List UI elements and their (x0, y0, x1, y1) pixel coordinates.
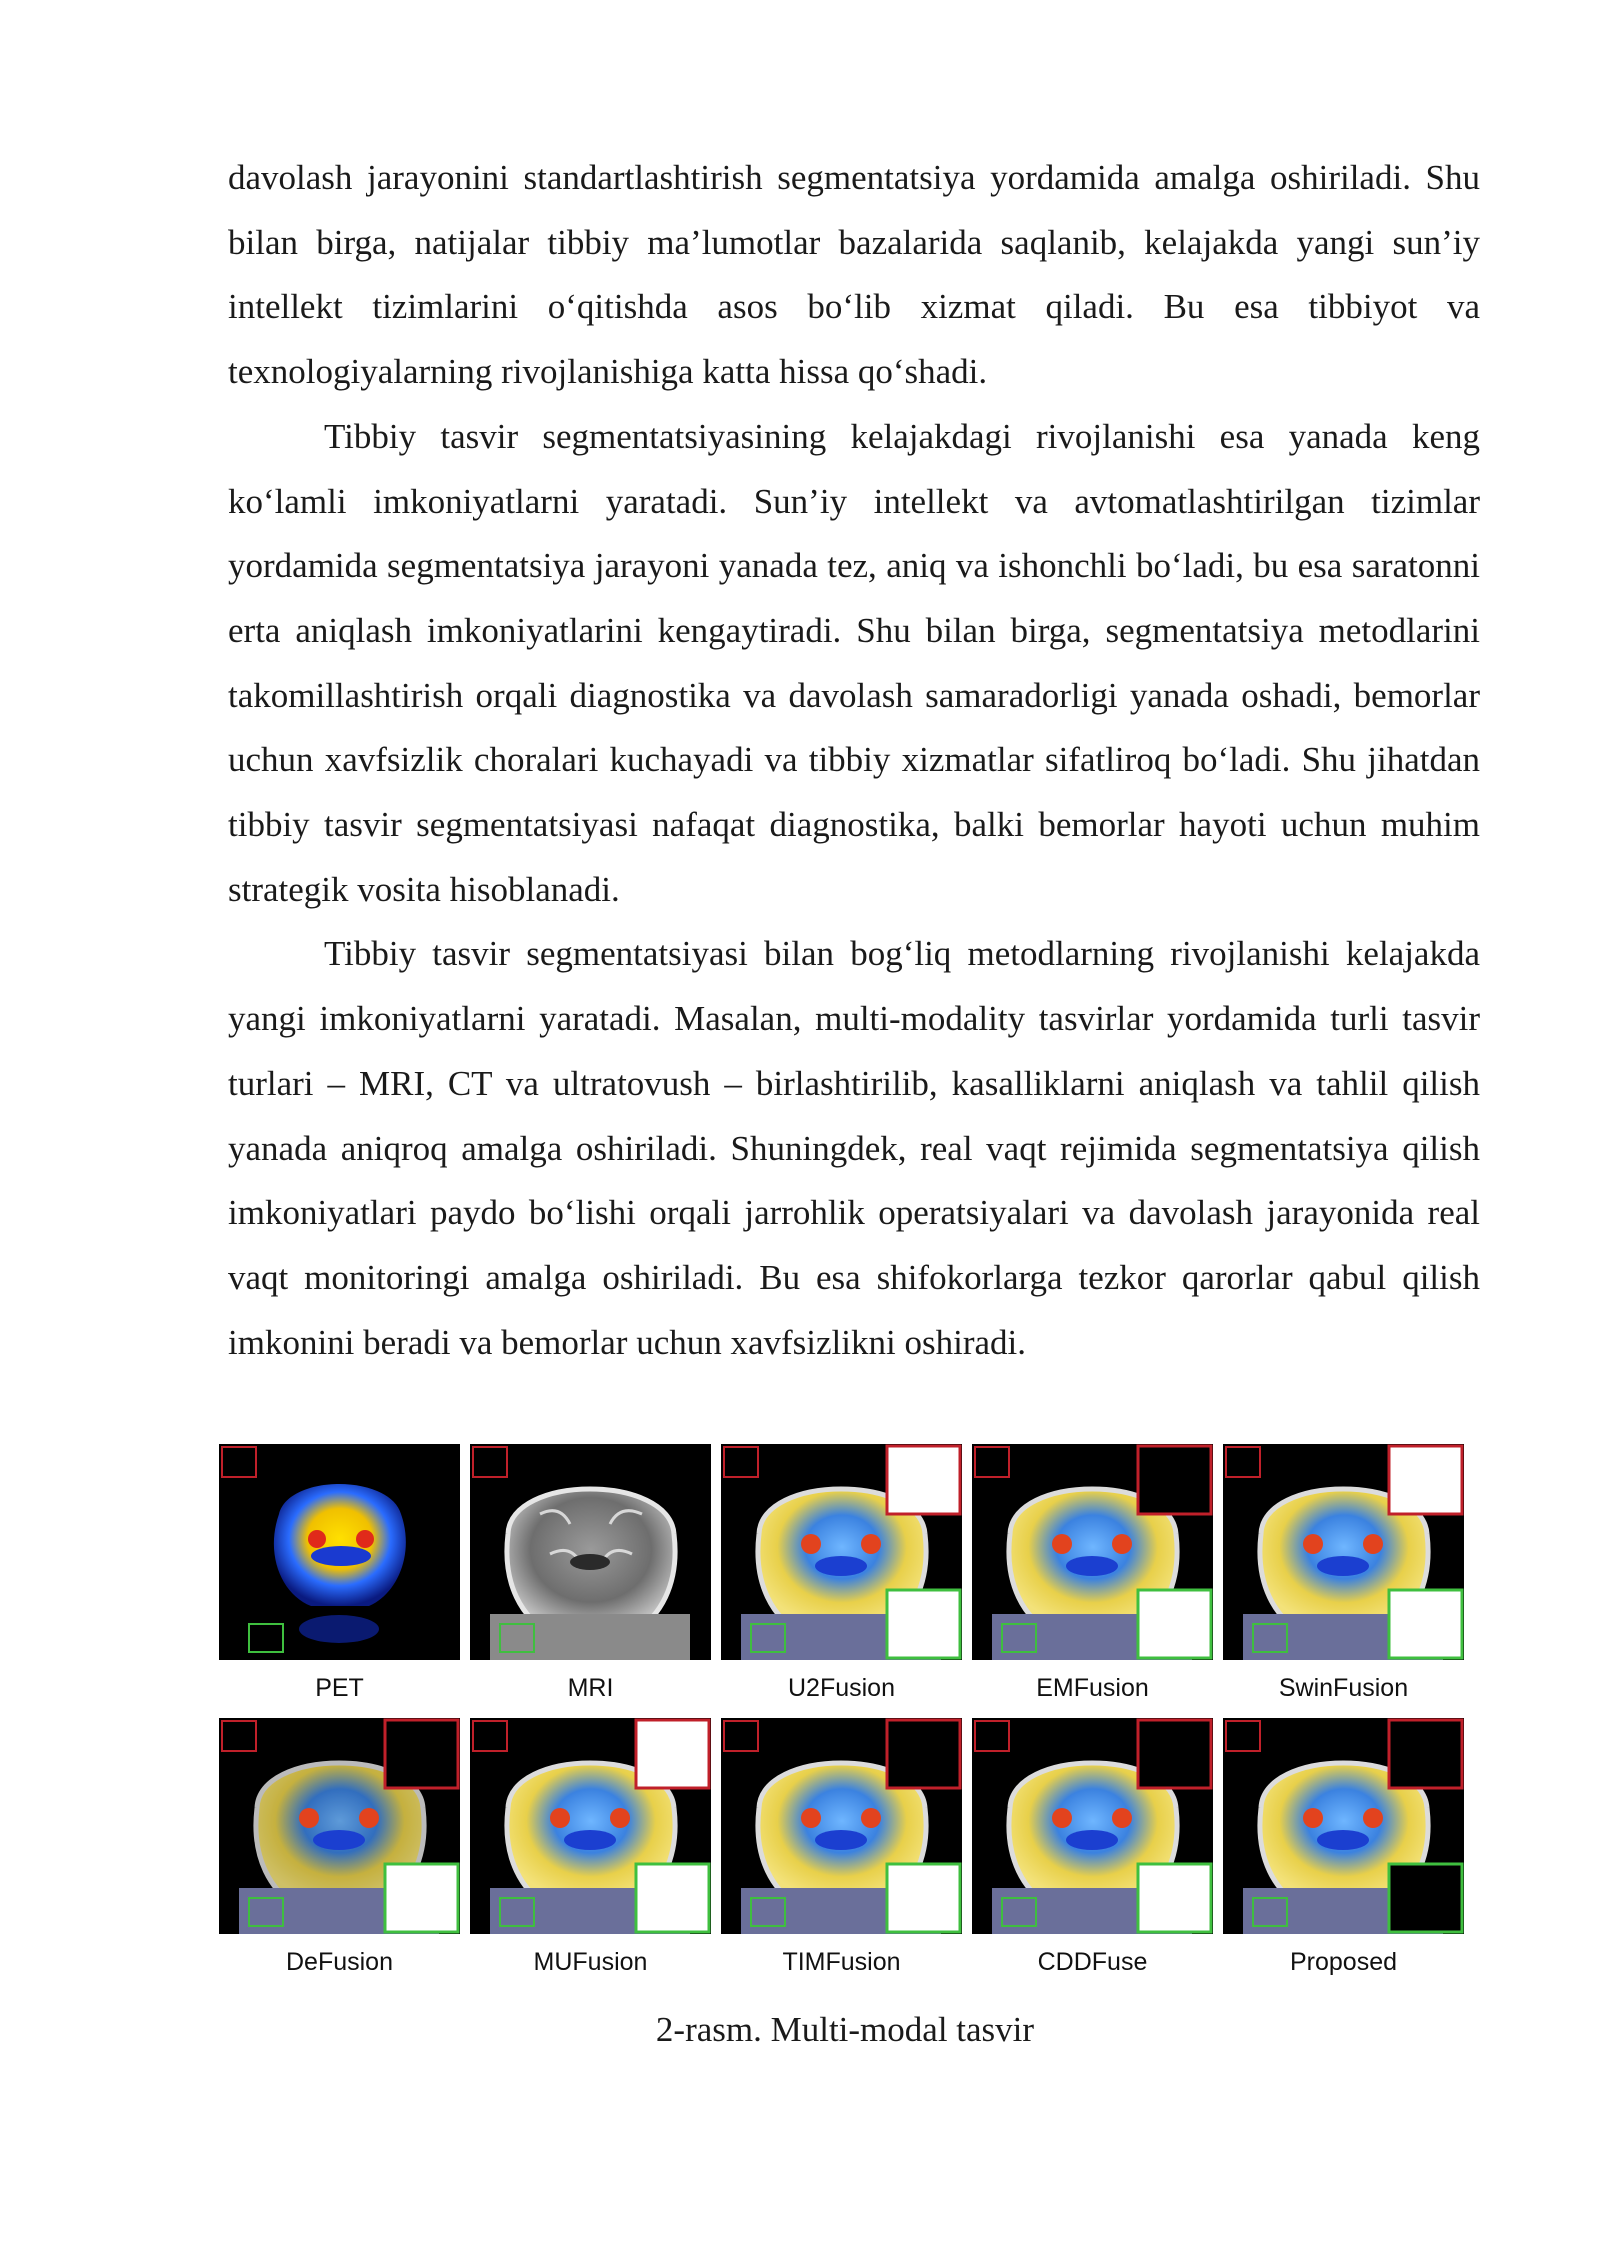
figure-multimodal-fusion (219, 1444, 1479, 1984)
figure-label-pet: PET (315, 1674, 364, 1702)
figure-label-cddfuse: CDDFuse (1037, 1948, 1148, 1976)
figure-image-proposed (1223, 1718, 1464, 1934)
body-text (228, 146, 1480, 1375)
figure-image-emfusion (972, 1444, 1213, 1660)
figure-image-timfusion (721, 1718, 962, 1934)
paragraph-1: davolash jarayonini standartlashtirish segmentatsiya yordamida amalga oshiriladi. Shu bilan birga, natijalar tibbiy ma’lumotlar bazalarida saqlanib, kelajakda yangi sun’iy intellekt tizimlarini o‘qitishda asos bo‘lib xizmat qiladi. Bu esa tibbiyot va texnologiyalarning rivojlanishiga katta hissa qo‘shadi. (228, 158, 1480, 392)
paragraph-2: Tibbiy tasvir segmentatsiyasining kelajakdagi rivojlanishi esa yanada keng ko‘lamli imkoniyatlarni yaratadi. Sun’iy intellekt va avtomatlashtirilgan tizimlar yordamida segmentatsiya jarayoni yanada tez, aniq va ishonchli bo‘ladi, bu esa saratonni erta aniqlash imkoniyatlarini kengaytiradi. Shu bilan birga, segmentatsiya metodlarini takomillashtirish orqali diagnostika va davolash samaradorligi yanada oshadi, bemorlar uchun xavfsizlik choralari kuchayadi va tibbiy xizmatlar sifatliroq bo‘ladi. Shu jihatdan tibbiy tasvir segmentatsiyasi nafaqat diagnostika, balki bemorlar hayoti uchun muhim strategik vosita hisoblanadi. (228, 416, 1480, 909)
figure-label-emfusion: EMFusion (1036, 1674, 1149, 1702)
figure-label-u2fusion: U2Fusion (788, 1674, 895, 1702)
figure-label-timfusion: TIMFusion (782, 1948, 901, 1976)
figure-image-defusion (219, 1718, 460, 1934)
figure-image-swinfusion (1223, 1444, 1464, 1660)
figure-label-proposed: Proposed (1289, 1948, 1398, 1976)
figure-caption: 2-rasm. Multi-modal tasvir (655, 2010, 1035, 2049)
figure-image-pet (219, 1444, 460, 1660)
figure-label-mufusion: MUFusion (533, 1948, 648, 1976)
figure-label-defusion: DeFusion (286, 1948, 393, 1976)
paragraph-3: Tibbiy tasvir segmentatsiyasi bilan bog‘liq metodlarning rivojlanishi kelajakda yangi imkoniyatlarni yaratadi. Masalan, multi-modality tasvirlar yordamida turli tasvir turlari – MRI, CT va ultratovush – birlashtirilib, kasalliklarni aniqlash va tahlil qilish yanada aniqroq amalga oshiriladi. Shuningdek, real vaqt rejimida segmentatsiya qilish imkoniyatlari paydo bo‘lishi orqali jarrohlik operatsiyalari va davolash jarayonida real vaqt monitoringi amalga oshiriladi. Bu esa shifokorlarga tezkor qarorlar qabul qilish imkonini beradi va bemorlar uchun xavfsizlikni oshiradi. (228, 934, 1480, 1362)
figure-label-swinfusion: SwinFusion (1278, 1674, 1409, 1702)
figure-image-mufusion (470, 1718, 711, 1934)
figure-image-u2fusion (721, 1444, 962, 1660)
figure-image-mri (470, 1444, 711, 1660)
figure-image-cddfuse (972, 1718, 1213, 1934)
figure-label-mri: MRI (567, 1674, 614, 1702)
